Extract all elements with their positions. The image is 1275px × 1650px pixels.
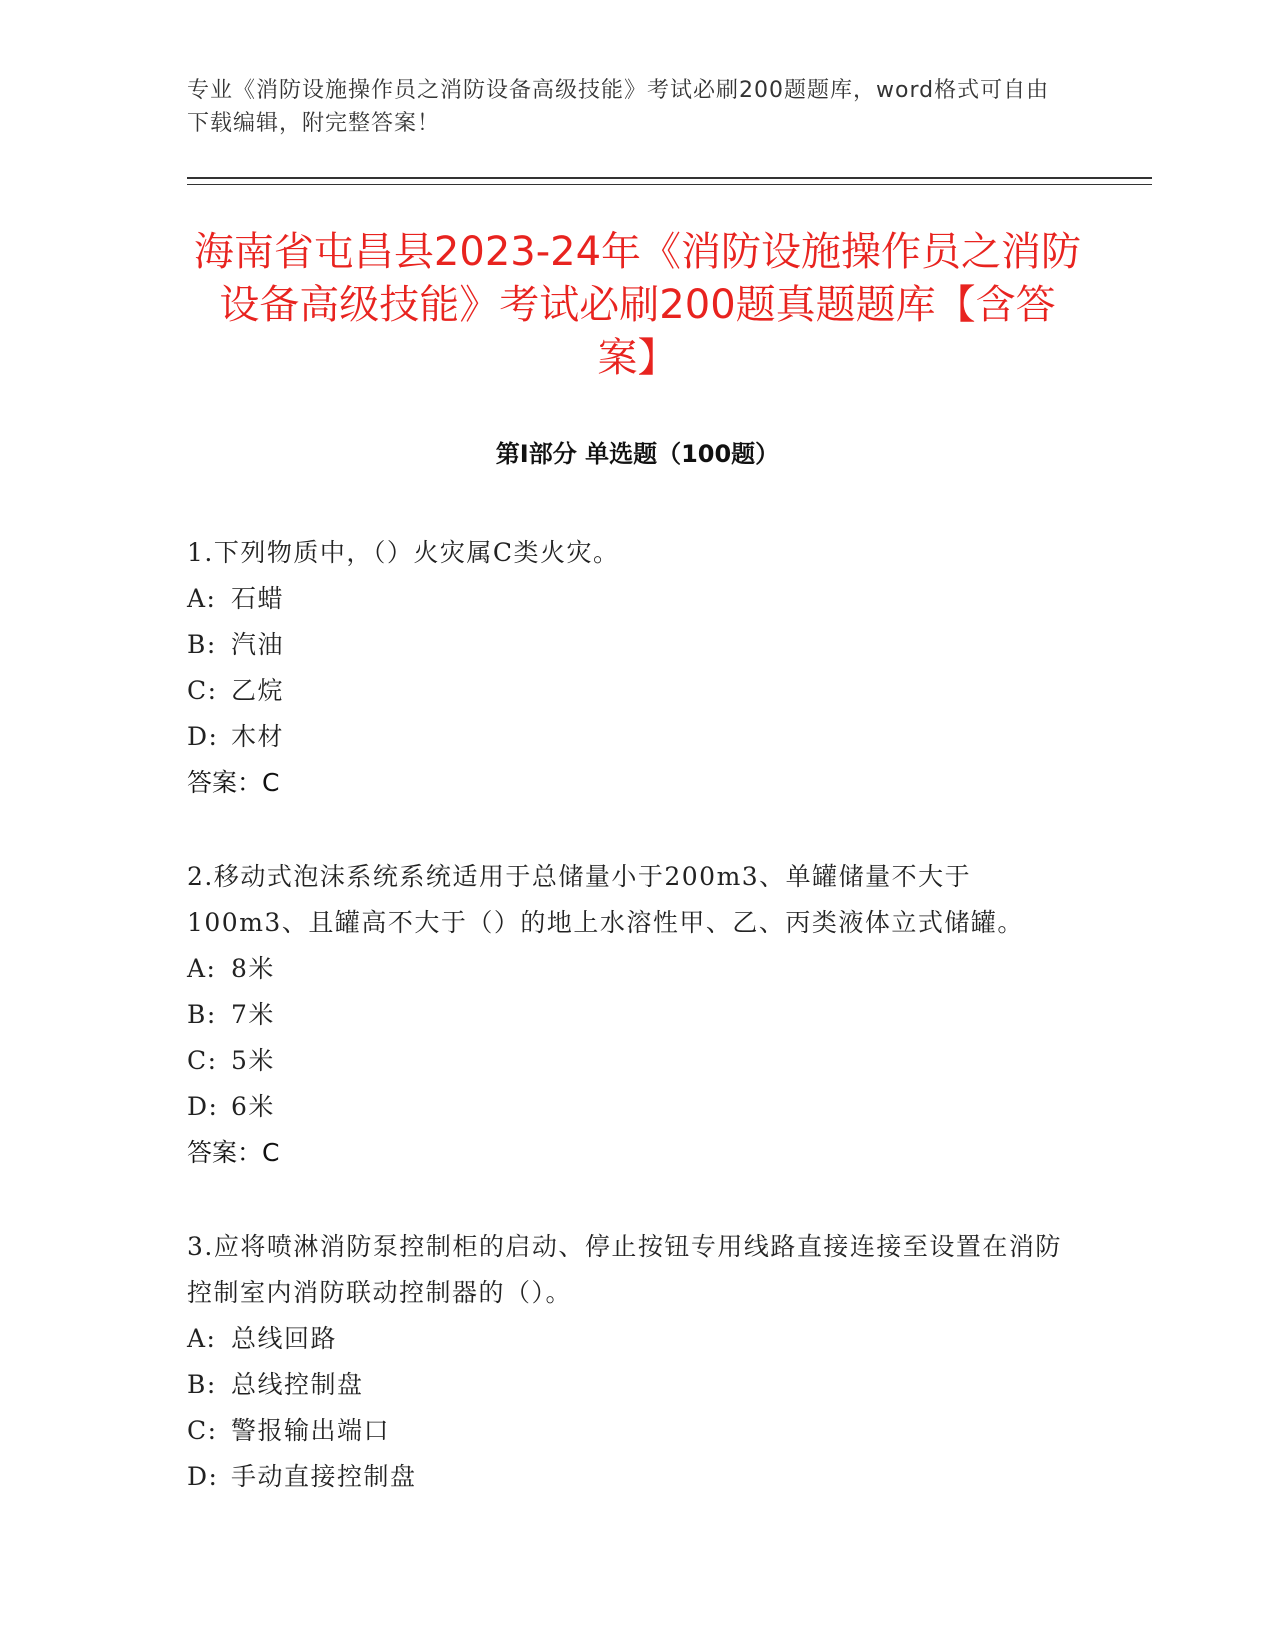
question-text: 3.应将喷淋消防泵控制柜的启动、停止按钮专用线路直接连接至设置在消防控制室内消防联动控制器的（）。 xyxy=(187,1232,1062,1307)
option-text: 石蜡 xyxy=(231,584,285,613)
header-note: 专业《消防设施操作员之消防设备高级技能》考试必刷200题题库，word格式可自由下载编辑，附完整答案！ xyxy=(187,78,1050,136)
option-b[interactable] xyxy=(187,1362,1067,1408)
option-text: 乙烷 xyxy=(231,676,285,705)
option-b[interactable] xyxy=(187,622,1067,668)
option-text: 6米 xyxy=(231,1092,275,1121)
option-letter: C: xyxy=(187,1416,218,1445)
option-text: 总线回路 xyxy=(231,1324,338,1353)
option-c[interactable] xyxy=(187,1408,1067,1454)
answer-line: 答案：C xyxy=(187,768,280,797)
option-b[interactable] xyxy=(187,992,1067,1038)
option-text: 8米 xyxy=(231,954,275,983)
answer-line: 答案：C xyxy=(187,1138,280,1167)
header-divider-thin xyxy=(187,184,1152,185)
option-letter: A: xyxy=(187,584,217,613)
option-letter: A: xyxy=(187,1324,217,1353)
option-d[interactable] xyxy=(187,1084,1067,1130)
option-letter: D: xyxy=(187,722,219,751)
question-2 xyxy=(187,854,1067,1176)
option-d[interactable] xyxy=(187,714,1067,760)
question-text: 1.下列物质中，（）火灾属C类火灾。 xyxy=(187,538,620,567)
question-3 xyxy=(187,1224,1067,1500)
question-text: 2.移动式泡沫系统系统适用于总储量小于200m3、单罐储量不大于100m3、且罐高不大于（）的地上水溶性甲、乙、丙类液体立式储罐。 xyxy=(187,862,1024,937)
option-letter: D: xyxy=(187,1092,219,1121)
option-c[interactable] xyxy=(187,1038,1067,1084)
section-title: 第Ⅰ部分 单选题（100题） xyxy=(495,440,780,468)
option-text: 5米 xyxy=(231,1046,275,1075)
option-text: 7米 xyxy=(231,1000,275,1029)
document-title: 海南省屯昌县2023-24年《消防设施操作员之消防设备高级技能》考试必刷200题真题题库【含答案】 xyxy=(193,229,1082,381)
option-letter: A: xyxy=(187,954,217,983)
option-letter: C: xyxy=(187,1046,218,1075)
option-letter: B: xyxy=(187,1000,217,1029)
header-divider-thick xyxy=(187,177,1152,179)
question-1 xyxy=(187,530,1067,806)
question-list xyxy=(187,530,1067,1548)
option-a[interactable] xyxy=(187,1316,1067,1362)
option-letter: B: xyxy=(187,1370,217,1399)
option-text: 木材 xyxy=(231,722,285,751)
option-text: 总线控制盘 xyxy=(231,1370,364,1399)
option-text: 汽油 xyxy=(231,630,285,659)
option-c[interactable] xyxy=(187,668,1067,714)
option-text: 警报输出端口 xyxy=(231,1416,391,1445)
option-a[interactable] xyxy=(187,576,1067,622)
option-text: 手动直接控制盘 xyxy=(231,1462,417,1491)
option-letter: B: xyxy=(187,630,217,659)
option-a[interactable] xyxy=(187,946,1067,992)
option-d[interactable] xyxy=(187,1454,1067,1500)
option-letter: D: xyxy=(187,1462,219,1491)
option-letter: C: xyxy=(187,676,218,705)
